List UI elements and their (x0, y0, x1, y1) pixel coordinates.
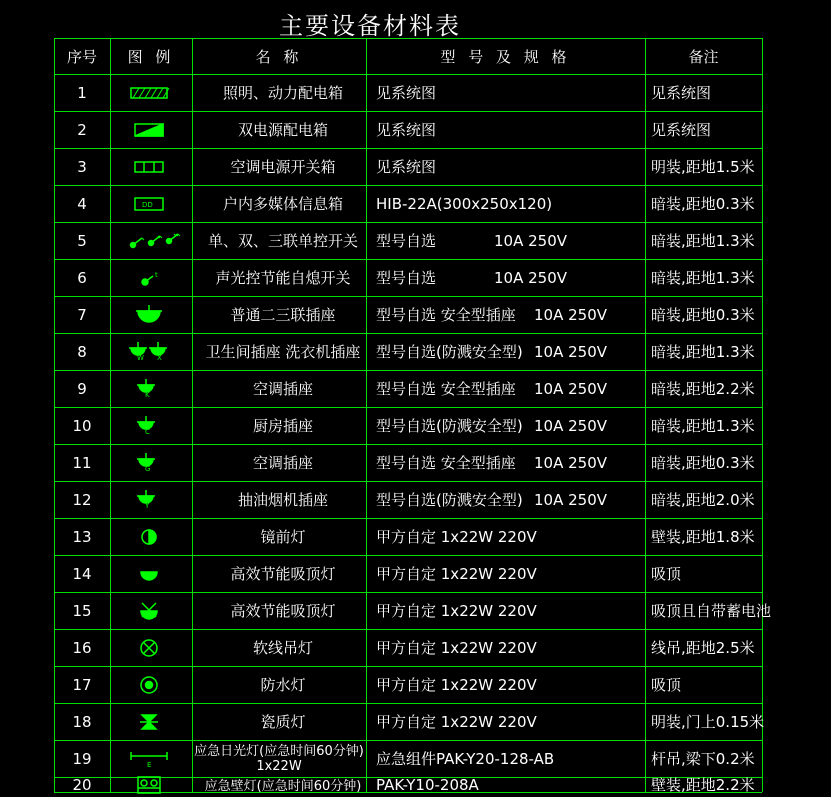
item-spec: 型号自选(防溅安全型) (376, 343, 523, 361)
svg-text:t: t (155, 270, 158, 279)
item-spec: 甲方自定 1x22W 220V (376, 602, 537, 620)
item-remark: 暗装,距地2.0米 (651, 491, 755, 509)
ac-power-switch-box-icon (110, 148, 192, 185)
item-remark: 暗装,距地0.3米 (651, 195, 755, 213)
ac-socket-k-icon (110, 370, 192, 407)
svg-text:K: K (145, 390, 150, 399)
item-remark: 见系统图 (651, 121, 712, 139)
item-name: 抽油烟机插座 (237, 491, 328, 509)
item-name (192, 740, 366, 777)
header-spec: 型 号 及 规 格 (440, 47, 571, 66)
row-number: 15 (72, 601, 92, 620)
item-remark: 吸顶 (651, 565, 682, 583)
distribution-box-hatched-icon (110, 74, 192, 111)
svg-text:C: C (145, 427, 150, 436)
row-number: 10 (72, 416, 92, 435)
row-number: 11 (72, 453, 92, 472)
row-number: 6 (77, 268, 87, 287)
single-double-triple-switch-icon (110, 222, 192, 259)
item-spec: 型号自选(防溅安全型) (376, 491, 523, 509)
row-number: 3 (77, 157, 87, 176)
header-name: 名 称 (255, 47, 303, 66)
item-remark: 壁装,距地1.8米 (651, 528, 755, 546)
row-number: 18 (72, 712, 92, 731)
item-name: 单、双、三联单控开关 (207, 232, 358, 250)
item-spec: 甲方自定 1x22W 220V (376, 639, 537, 657)
item-spec: 应急组件PAK-Y20-128-AB (376, 750, 555, 768)
porcelain-light-icon (110, 703, 192, 740)
item-spec: 型号自选 安全型插座 (376, 380, 516, 398)
item-spec: 甲方自定 1x22W 220V (376, 713, 537, 731)
item-name: 瓷质灯 (260, 713, 306, 731)
emergency-wall-light-icon (110, 777, 192, 792)
svg-text:X: X (157, 353, 162, 362)
item-rating: 10A 250V (534, 305, 608, 324)
row-number: 7 (77, 305, 87, 324)
item-rating: 10A 250V (494, 268, 568, 287)
item-spec: 型号自选 (376, 232, 437, 250)
row-number: 8 (77, 342, 87, 361)
item-spec: 型号自选 安全型插座 (376, 454, 516, 472)
item-name: 高效节能吸顶灯 (230, 565, 336, 583)
mirror-light-icon (110, 518, 192, 555)
ac-socket-g-icon (110, 444, 192, 481)
row-number: 2 (77, 120, 87, 139)
item-spec: 甲方自定 1x22W 220V (376, 528, 537, 546)
item-name-line: 1x22W (256, 758, 302, 774)
item-remark: 暗装,距地1.3米 (651, 343, 755, 361)
row-number: 1 (77, 83, 87, 102)
ceiling-light-icon (110, 555, 192, 592)
item-remark: 吸顶且自带蓄电池 (651, 602, 772, 620)
row-number: 5 (77, 231, 87, 250)
row-number: 9 (77, 379, 87, 398)
item-spec: 见系统图 (376, 121, 437, 139)
item-remark: 暗装,距地1.3米 (651, 417, 755, 435)
item-spec: 甲方自定 1x22W 220V (376, 676, 537, 694)
socket-icon (110, 296, 192, 333)
header-no: 序号 (66, 47, 97, 66)
item-name: 户内多媒体信息箱 (222, 195, 343, 213)
multimedia-box-icon (110, 185, 192, 222)
item-remark: 暗装,距地1.3米 (651, 269, 755, 287)
sound-light-switch-icon (110, 259, 192, 296)
item-spec: 见系统图 (376, 158, 437, 176)
header-legend: 图 例 (127, 47, 175, 66)
item-spec: HIB-22A(300x250x120) (376, 194, 553, 213)
item-rating: 10A 250V (534, 453, 608, 472)
range-hood-socket-icon (110, 481, 192, 518)
row-number: 12 (72, 490, 92, 509)
item-spec: 型号自选(防溅安全型) (376, 417, 523, 435)
item-name: 卫生间插座 洗衣机插座 (205, 343, 361, 361)
item-remark: 明装,门上0.15米 (651, 713, 765, 731)
svg-text:E: E (147, 760, 152, 769)
svg-text:G: G (145, 464, 151, 473)
bathroom-washer-socket-icon (110, 333, 192, 370)
item-name: 软线吊灯 (252, 639, 313, 657)
row-number: 14 (72, 564, 92, 583)
row-number: 13 (72, 527, 92, 546)
item-name: 应急壁灯(应急时间60分钟) (204, 779, 362, 794)
svg-text:W: W (137, 353, 144, 362)
item-remark: 暗装,距地2.2米 (651, 380, 755, 398)
pendant-light-icon (110, 629, 192, 666)
emergency-ceiling-light-icon (110, 592, 192, 629)
item-name: 空调电源开关箱 (230, 158, 336, 176)
item-name: 普通二三联插座 (230, 306, 336, 324)
item-remark: 明装,距地1.5米 (651, 158, 755, 176)
row-number: 4 (77, 194, 87, 213)
item-spec: 见系统图 (376, 84, 437, 102)
item-remark: 线吊,距地2.5米 (651, 639, 755, 657)
item-remark: 杆吊,梁下0.2米 (651, 750, 755, 768)
item-remark: 壁装,距地2.2米 (651, 776, 755, 794)
item-rating: 10A 250V (534, 379, 608, 398)
dual-power-box-icon (110, 111, 192, 148)
item-spec: 型号自选 安全型插座 (376, 306, 516, 324)
item-spec: 甲方自定 1x22W 220V (376, 565, 537, 583)
row-number: 17 (72, 675, 92, 694)
item-remark: 暗装,距地1.3米 (651, 232, 755, 250)
item-remark: 暗装,距地0.3米 (651, 306, 755, 324)
item-name: 声光控节能自熄开关 (215, 269, 351, 287)
item-rating: 10A 250V (534, 490, 608, 509)
header-remark: 备注 (688, 47, 719, 66)
item-remark: 见系统图 (651, 84, 712, 102)
item-remark: 吸顶 (651, 676, 682, 694)
item-name: 双电源配电箱 (237, 121, 328, 139)
item-name: 镜前灯 (260, 528, 306, 546)
svg-text:DD: DD (142, 200, 153, 209)
row-number: 16 (72, 638, 92, 657)
table-title: 主要设备材料表 (279, 12, 461, 40)
item-name: 高效节能吸顶灯 (230, 602, 336, 620)
svg-text:Y: Y (145, 501, 150, 510)
row-number: 19 (72, 749, 92, 768)
item-spec: PAK-Y10-208A (376, 775, 479, 794)
item-remark: 暗装,距地0.3米 (651, 454, 755, 472)
kitchen-socket-icon (110, 407, 192, 444)
item-name: 照明、动力配电箱 (222, 84, 343, 102)
item-name: 厨房插座 (252, 417, 313, 435)
item-name: 空调插座 (252, 380, 313, 398)
item-spec: 型号自选 (376, 269, 437, 287)
item-name-line: 应急日光灯(应急时间60分钟) (194, 743, 364, 759)
table-column-divider (762, 38, 763, 792)
item-name: 防水灯 (260, 676, 306, 694)
row-number: 20 (72, 775, 92, 794)
item-rating: 10A 250V (534, 416, 608, 435)
waterproof-light-icon (110, 666, 192, 703)
item-rating: 10A 250V (534, 342, 608, 361)
item-name: 空调插座 (252, 454, 313, 472)
equipment-table (54, 38, 772, 794)
emergency-fluorescent-icon (110, 740, 192, 777)
item-rating: 10A 250V (494, 231, 568, 250)
